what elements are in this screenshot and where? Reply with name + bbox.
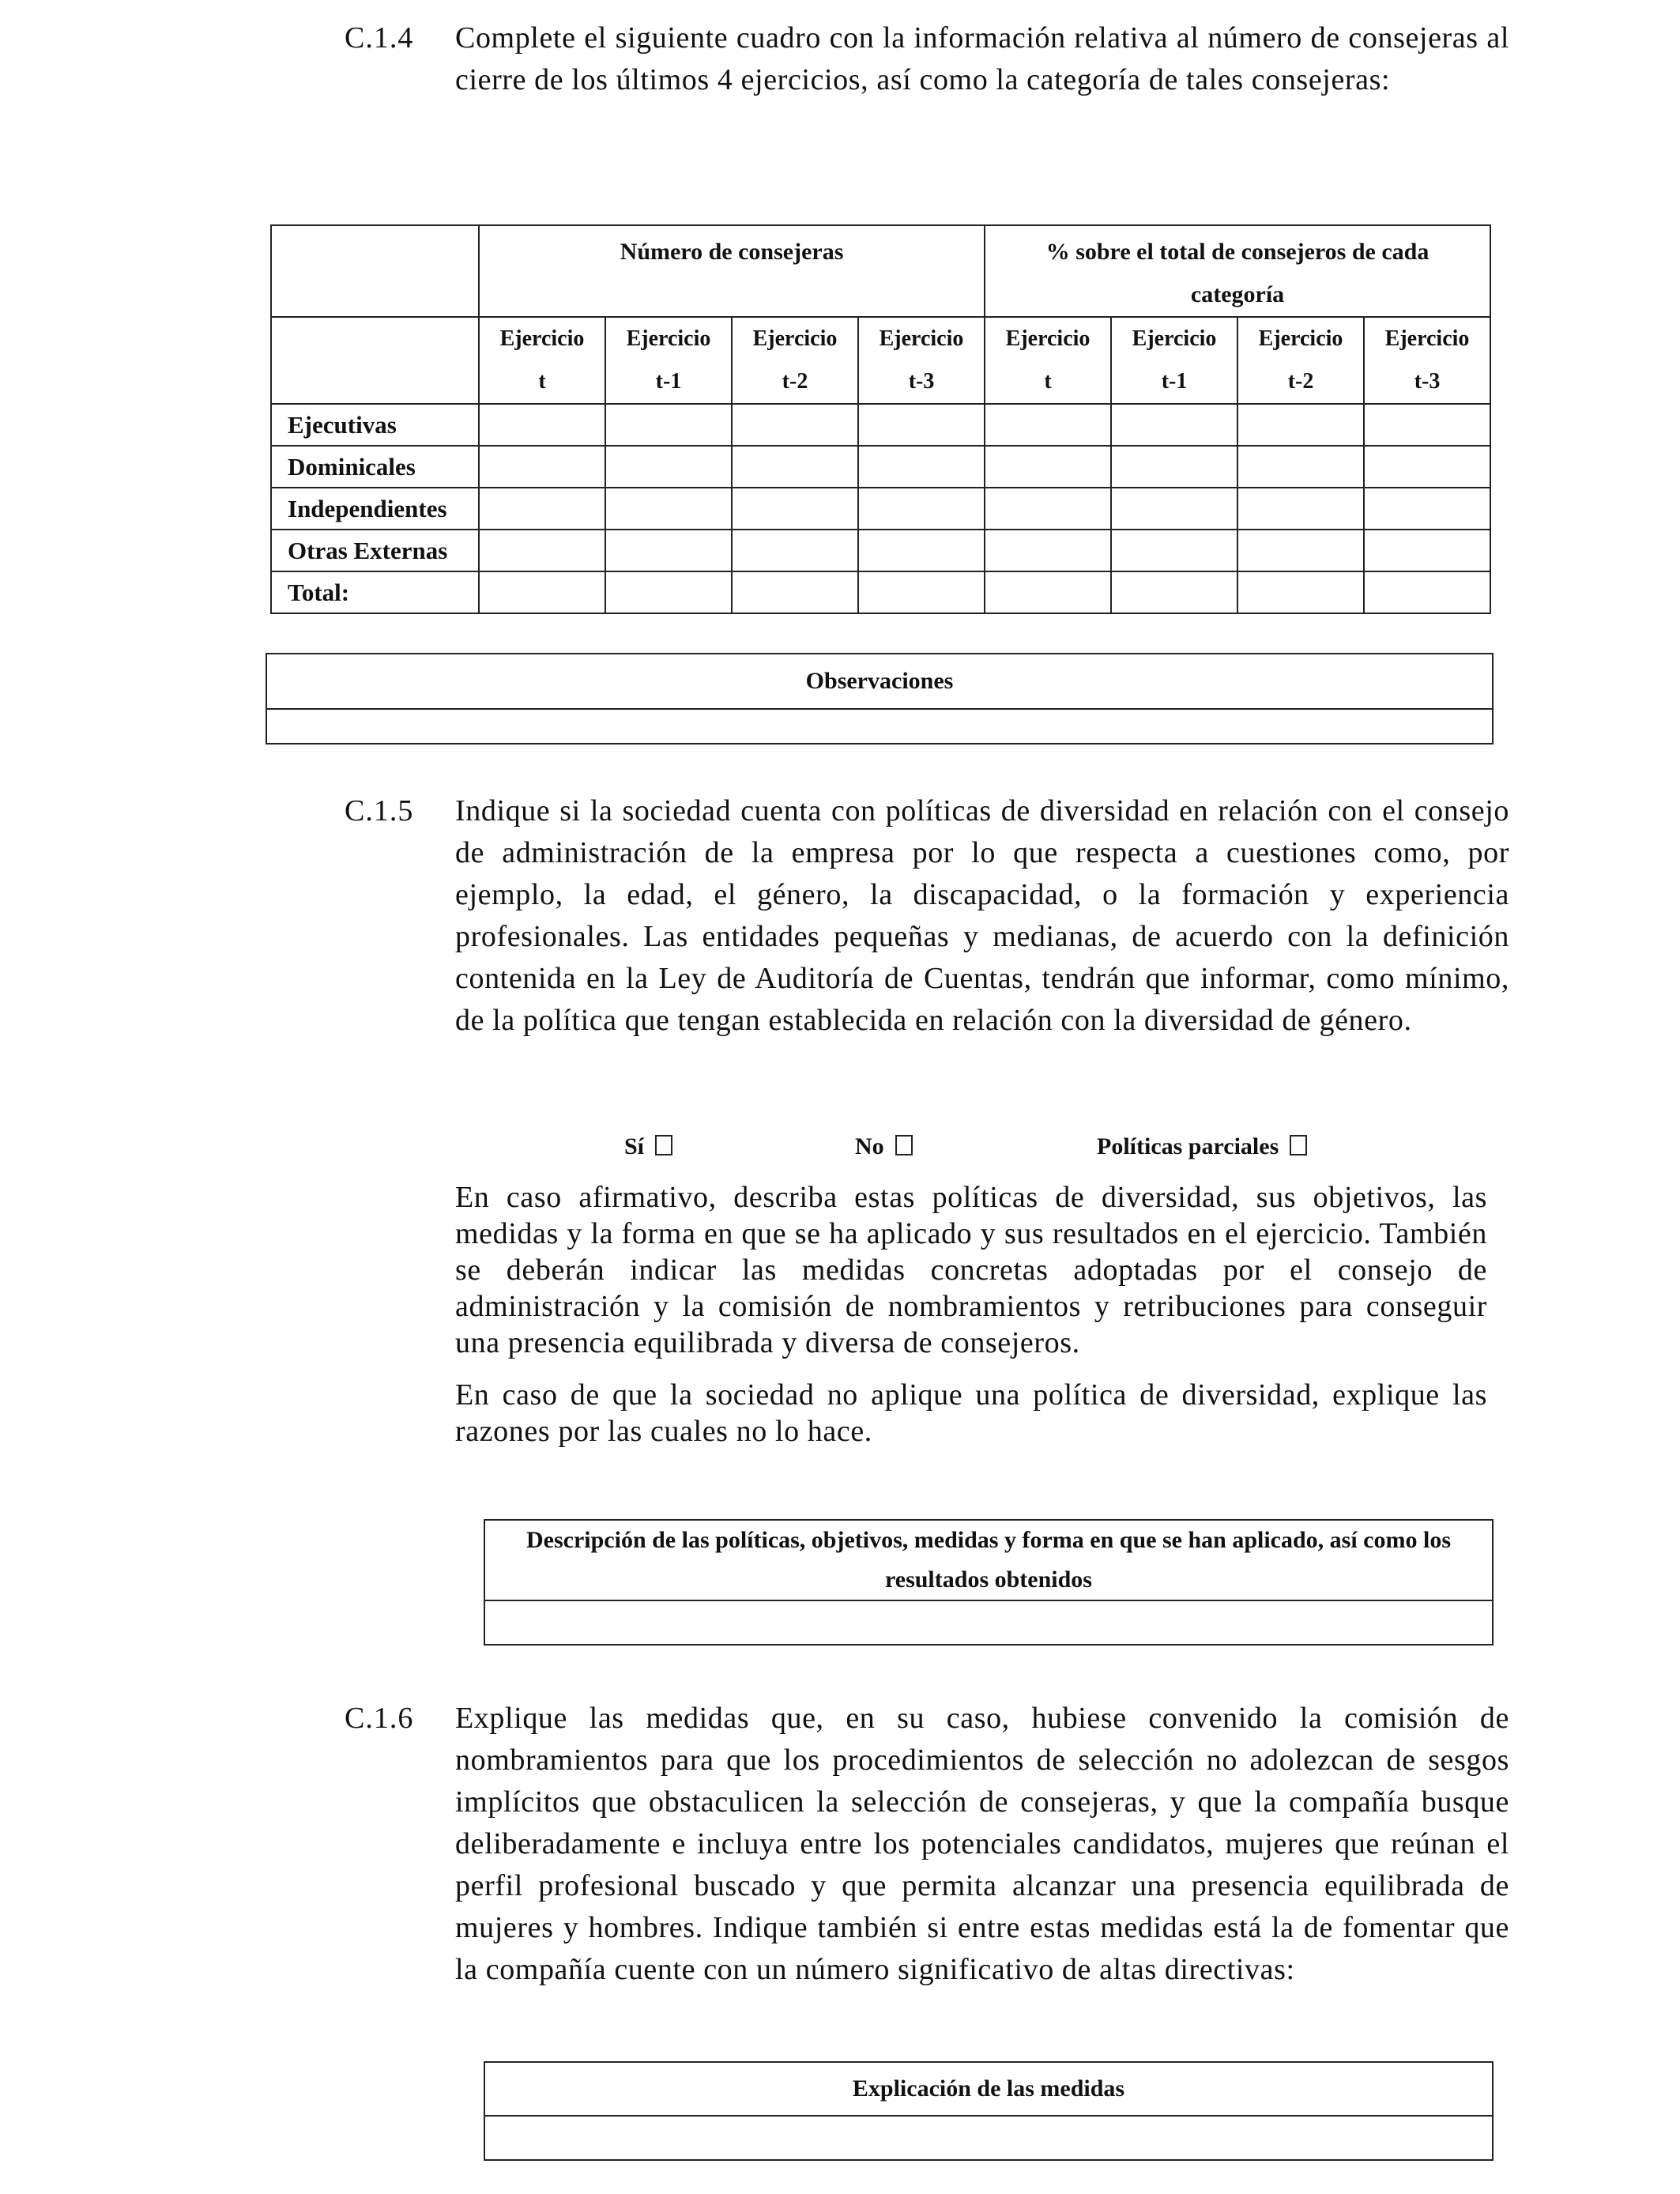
row-label-otras-externas: Otras Externas [271,530,479,571]
data-cell[interactable] [732,571,858,613]
checkbox-parciales[interactable] [1290,1135,1307,1155]
table-row [271,571,1490,613]
data-cell[interactable] [858,571,985,613]
data-cell[interactable] [479,488,605,530]
subheader-line2: t-1 [655,369,682,394]
data-cell[interactable] [605,446,732,488]
explicacion-field[interactable] [484,2116,1493,2160]
subheader-line2: t [1044,369,1052,394]
row-label-independientes: Independientes [271,488,479,530]
data-cell[interactable] [1364,530,1490,571]
row-label-total: Total: [271,571,479,613]
data-cell[interactable] [1237,530,1364,571]
subheader-line1: Ejercicio [1005,326,1090,351]
data-cell[interactable] [732,446,858,488]
subheader-line1: Ejercicio [1258,326,1343,351]
data-cell[interactable] [985,446,1111,488]
table-row [271,530,1490,571]
subheader-cell [1237,317,1364,404]
data-cell[interactable] [985,530,1111,571]
consejeras-table [270,224,1491,614]
subheader-line1: Ejercicio [1132,326,1217,351]
section-number-c15: C.1.5 [345,794,414,827]
data-cell[interactable] [605,530,732,571]
subheader-line2: t [538,369,546,394]
checkbox-no[interactable] [895,1135,913,1155]
table-row [271,488,1490,530]
subheader-cell [985,317,1111,404]
data-cell[interactable] [1364,488,1490,530]
subheader-line2: t-3 [908,369,935,394]
subheader-line2: t-3 [1414,369,1441,394]
subheader-line2: t-1 [1161,369,1188,394]
data-cell[interactable] [479,446,605,488]
data-cell[interactable] [1237,571,1364,613]
option-si-label: Sí [624,1133,645,1159]
subheader-line2: t-2 [1287,369,1314,394]
section-number-c16: C.1.6 [345,1702,414,1735]
data-cell[interactable] [605,488,732,530]
data-cell[interactable] [732,488,858,530]
subheader-cell [732,317,858,404]
data-cell[interactable] [858,446,985,488]
corner-cell-2 [271,317,479,404]
group-header-porcentaje: % sobre el total de consejeros de cada categoría [985,225,1490,317]
c15-paragraph-3: En caso de que la sociedad no aplique una política de diversidad, explique las razones por las cuales no lo hace. [455,1378,1487,1448]
data-cell[interactable] [1237,404,1364,446]
group-header-numero: Número de consejeras [479,225,985,317]
row-label-ejecutivas: Ejecutivas [271,404,479,446]
data-cell[interactable] [1364,446,1490,488]
data-cell[interactable] [985,571,1111,613]
data-cell[interactable] [479,571,605,613]
descripcion-field[interactable] [484,1600,1493,1645]
section-text-c16: Explique las medidas que, en su caso, hubiese convenido la comisión de nombramientos para que los procedimientos de selección no adolezcan de sesgos implícitos que obstaculicen la selección de consejeras, y que la compañía busque deliberadamente e incluya entre los potenciales candidatos, mujeres que reúnan el perfil profesional buscado y que permita alcanzar una presencia equilibrada de mujeres y hombres. Indique también si entre estas medidas está la de fomentar que la compañía cuente con un número significativo de altas directivas: [455,1702,1509,1986]
explicacion-header: Explicación de las medidas [484,2062,1493,2116]
option-si[interactable] [624,1133,672,1160]
data-cell[interactable] [605,404,732,446]
checkbox-si[interactable] [655,1135,672,1155]
data-cell[interactable] [858,530,985,571]
data-cell[interactable] [1111,530,1237,571]
data-cell[interactable] [1111,488,1237,530]
subheader-cell [858,317,985,404]
option-parciales-label: Políticas parciales [1097,1133,1279,1159]
data-cell[interactable] [858,488,985,530]
section-text-c15: Indique si la sociedad cuenta con políticas de diversidad en relación con el consejo de administración de la empresa por lo que respecta a cuestiones como, por ejemplo, la edad, el género, la discapacidad, o la formación y experiencia profesionales. Las entidades pequeñas y medianas, de acuerdo con la definición contenida en la Ley de Auditoría de Cuentas, tendrán que informar, como mínimo, de la política que tengan establecida en relación con la diversidad de género. [455,794,1509,1037]
table-row [271,446,1490,488]
section-number-c14: C.1.4 [345,21,414,55]
data-cell[interactable] [985,404,1111,446]
descripcion-header: Descripción de las políticas, objetivos, medidas y forma en que se han aplicado, así como los resultados obtenidos [484,1520,1493,1600]
option-parciales[interactable] [1097,1133,1307,1160]
data-cell[interactable] [1364,404,1490,446]
data-cell[interactable] [1111,571,1237,613]
subheader-cell [479,317,605,404]
table-row [271,404,1490,446]
corner-cell [271,225,479,317]
c15-paragraph-2: En caso afirmativo, describa estas políticas de diversidad, sus objetivos, las medidas y la forma en que se ha aplicado y sus resultados en el ejercicio. También se deberán indicar las medidas concretas adoptadas por el consejo de administración y la comisión de nombramientos y retribuciones para conseguir una presencia equilibrada y diversa de consejeros. [455,1181,1487,1359]
data-cell[interactable] [732,530,858,571]
subheader-line1: Ejercicio [879,326,964,351]
data-cell[interactable] [732,404,858,446]
explicacion-box [484,2061,1494,2161]
data-cell[interactable] [605,571,732,613]
data-cell[interactable] [1237,488,1364,530]
observaciones-field[interactable] [266,709,1493,744]
subheader-cell [1111,317,1237,404]
data-cell[interactable] [479,530,605,571]
data-cell[interactable] [1364,571,1490,613]
subheader-line1: Ejercicio [626,326,711,351]
subheader-line2: t-2 [782,369,808,394]
subheader-line1: Ejercicio [1384,326,1470,351]
data-cell[interactable] [479,404,605,446]
data-cell[interactable] [1111,404,1237,446]
option-no[interactable] [855,1133,913,1160]
data-cell[interactable] [985,488,1111,530]
section-text-c14: Complete el siguiente cuadro con la información relativa al número de consejeras al cierre de los últimos 4 ejercicios, así como la categoría de tales consejeras: [455,21,1509,96]
descripcion-box [484,1519,1494,1646]
subheader-cell [605,317,732,404]
row-label-dominicales: Dominicales [271,446,479,488]
subheader-line1: Ejercicio [499,326,585,351]
observaciones-box [266,653,1494,745]
observaciones-header: Observaciones [266,654,1493,709]
subheader-cell [1364,317,1490,404]
subheader-line1: Ejercicio [752,326,838,351]
data-cell[interactable] [858,404,985,446]
data-cell[interactable] [1111,446,1237,488]
option-no-label: No [855,1133,884,1159]
data-cell[interactable] [1237,446,1364,488]
